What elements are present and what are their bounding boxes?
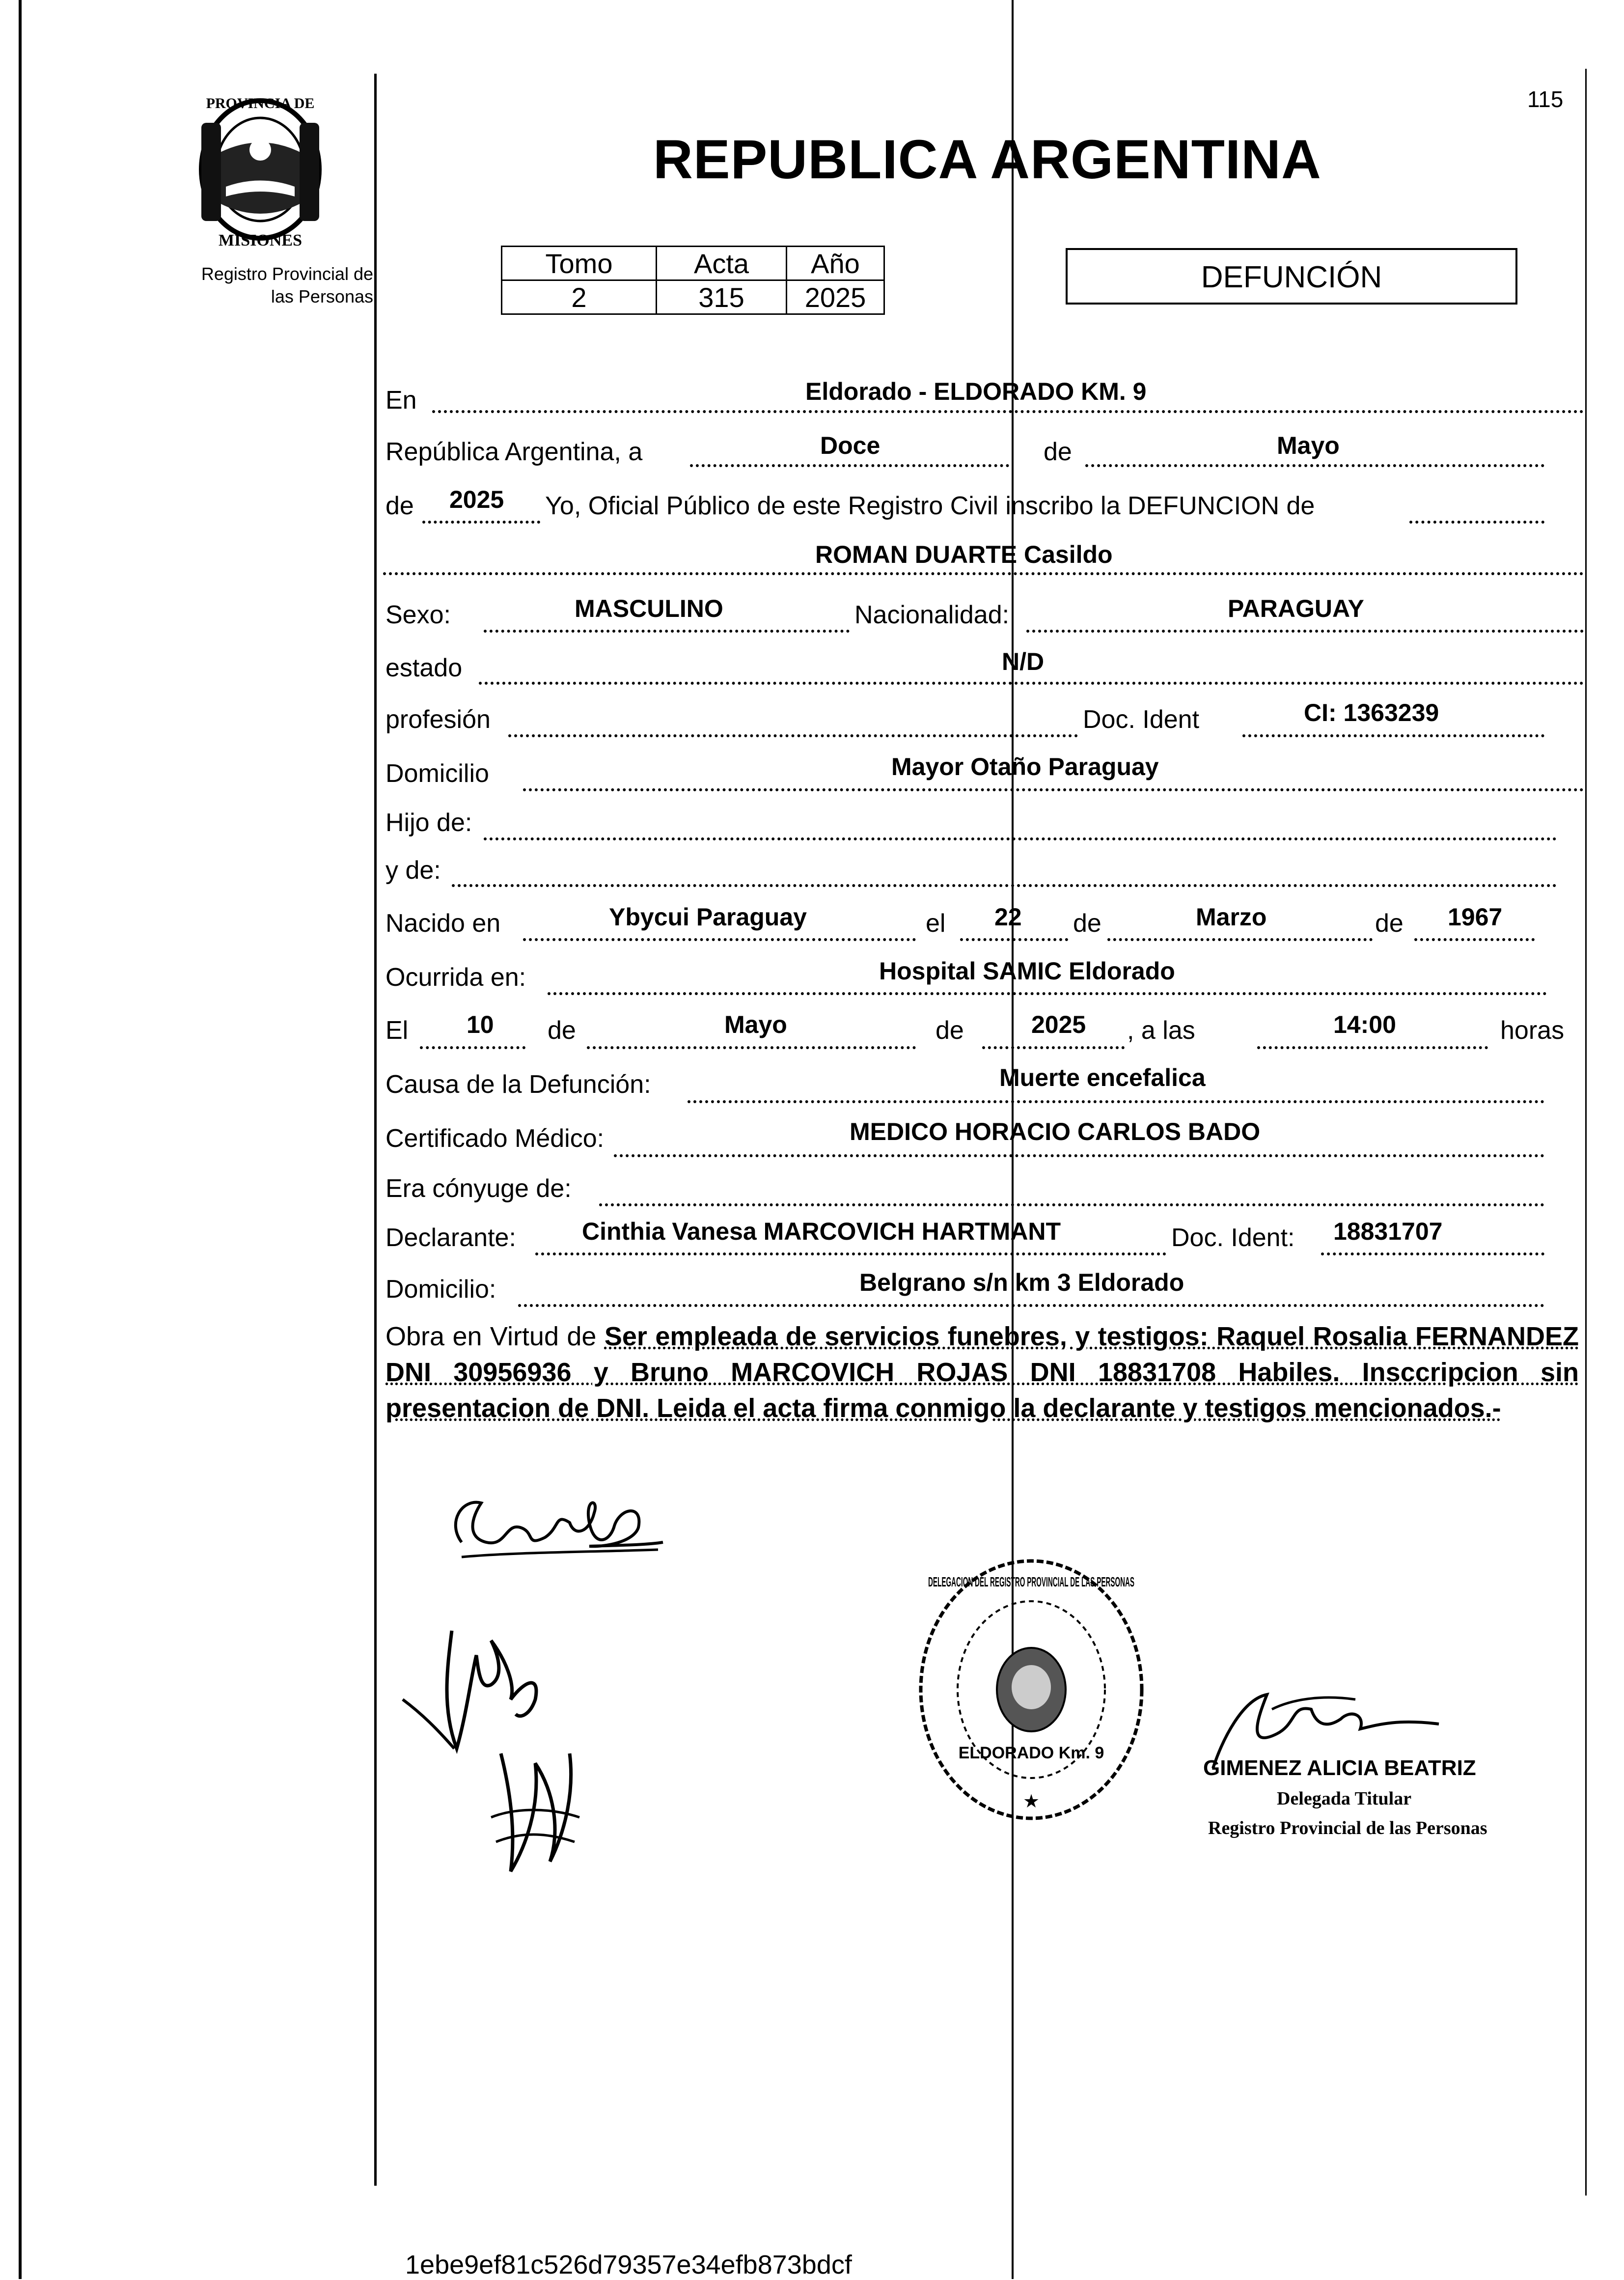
dots-domicilio: [523, 788, 1584, 791]
value-def-anio: 2025: [1031, 1011, 1086, 1038]
label-de-5: de: [548, 1016, 576, 1045]
dots-declarante: [535, 1252, 1166, 1255]
value-estado: N/D: [1002, 648, 1045, 675]
value-dia-texto: Doce: [820, 432, 881, 459]
misiones-seal: [182, 88, 339, 250]
value-declarante: Cinthia Vanesa MARCOVICH HARTMANT: [582, 1218, 1061, 1245]
label-causa: Causa de la Defunción:: [385, 1070, 651, 1099]
dots-lugar: [432, 410, 1584, 413]
stamp-center-text: ELDORADO Km. 9: [958, 1744, 1104, 1762]
dots-causa: [688, 1100, 1544, 1103]
label-domicilio-2: Domicilio:: [385, 1275, 496, 1304]
label-conyuge: Era cónyuge de:: [385, 1174, 572, 1203]
label-de-6: de: [936, 1016, 964, 1045]
official-org: Registro Provincial de las Personas: [1208, 1818, 1487, 1838]
registry-label: Registro Provincial de las Personas: [201, 264, 373, 306]
content-left-border: [374, 74, 377, 2186]
dots-def-hora: [1257, 1046, 1488, 1049]
dots-sexo: [484, 630, 850, 633]
label-ocurrida-en: Ocurrida en:: [385, 963, 526, 992]
label-de-1: de: [1044, 438, 1072, 466]
label-doc-ident-2: Doc. Ident:: [1171, 1223, 1295, 1252]
dots-nombre: [383, 572, 1584, 575]
dots-def-anio: [982, 1046, 1125, 1049]
page-number: 115: [1527, 86, 1564, 112]
label-de-3: de: [1073, 909, 1101, 938]
dots-hijo-de: [484, 837, 1557, 840]
tomo-header: Tomo: [502, 247, 657, 280]
label-sexo: Sexo:: [385, 601, 451, 629]
value-lugar: Eldorado - ELDORADO KM. 9: [805, 378, 1147, 405]
dots-mes: [1085, 464, 1544, 467]
dots-declarante-doc: [1321, 1252, 1544, 1255]
dots-anio: [422, 521, 540, 524]
value-declarante-domicilio: Belgrano s/n km 3 Eldorado: [859, 1269, 1184, 1296]
signature-declarante: [442, 1483, 668, 1569]
value-sexo: MASCULINO: [575, 595, 723, 622]
label-en: En: [385, 386, 417, 415]
value-nac-dia: 22: [994, 903, 1022, 931]
document-title: REPUBLICA ARGENTINA: [653, 129, 1321, 190]
official-round-stamp: [913, 1552, 1149, 1830]
value-nacido-en: Ybycui Paraguay: [609, 903, 807, 931]
value-anio: 2025: [449, 486, 504, 513]
label-declarante: Declarante:: [385, 1223, 516, 1252]
label-el: el: [926, 909, 946, 938]
left-margin-line: [19, 0, 22, 2279]
official-name: GIMENEZ ALICIA BEATRIZ: [1203, 1756, 1476, 1780]
label-republica: República Argentina, a: [385, 438, 643, 466]
document-hash: 1ebe9ef81c526d79357e34efb873bdcf: [405, 2250, 852, 2280]
tomo-value: 2: [502, 280, 657, 314]
value-nombre: ROMAN DUARTE Casildo: [815, 541, 1113, 568]
value-ocurrida-en: Hospital SAMIC Eldorado: [879, 957, 1175, 985]
dots-certificado: [614, 1154, 1544, 1157]
value-declarante-doc: 18831707: [1333, 1218, 1443, 1245]
dots-dia: [690, 464, 1009, 467]
dots-estado: [479, 682, 1584, 685]
label-nacido-en: Nacido en: [385, 909, 501, 938]
dots-y-de: [452, 884, 1557, 887]
obra-en-virtud-paragraph: [385, 1319, 1579, 1426]
dots-def-mes: [587, 1046, 916, 1049]
value-causa: Muerte encefalica: [999, 1064, 1206, 1091]
stamp-ring-text: DELEGACION DEL REGISTRO PROVINCIAL DE LAS PERSONAS: [928, 1574, 1134, 1589]
register-table: [501, 246, 885, 315]
dots-profesion: [508, 734, 1078, 737]
value-domicilio: Mayor Otaño Paraguay: [891, 753, 1159, 780]
value-def-dia: 10: [467, 1011, 494, 1038]
dots-nac-mes: [1107, 938, 1373, 941]
dots-ocurrida-en: [548, 992, 1547, 995]
label-certificado: Certificado Médico:: [385, 1124, 605, 1153]
label-profesion: profesión: [385, 705, 491, 734]
label-de-2: de: [385, 492, 414, 520]
label-el-cap: El: [385, 1016, 409, 1045]
value-certificado: MEDICO HORACIO CARLOS BADO: [850, 1118, 1261, 1145]
label-estado: estado: [385, 654, 463, 682]
value-def-hora: 14:00: [1333, 1011, 1396, 1038]
dots-conyuge: [599, 1203, 1544, 1206]
dots-nac-dia: [960, 938, 1068, 941]
label-hijo-de: Hijo de:: [385, 808, 472, 837]
value-obra-texto: Ser empleada de servicios funebres, y testigos: Raquel Rosalia FERNANDEZ DNI 30956936 y Bruno MARCOVICH ROJAS DNI 18831708 Habiles. Insccripcion sin presentacion de DNI. Leida el acta firma conmigo la declarante y testigos mencionados.-: [385, 1322, 1579, 1423]
label-y-de: y de:: [385, 856, 441, 885]
content-right-border: [1585, 69, 1587, 2196]
label-doc-ident: Doc. Ident: [1083, 705, 1200, 734]
value-doc-ident: CI: 1363239: [1304, 699, 1439, 726]
value-mes: Mayo: [1277, 432, 1340, 459]
value-nac-anio: 1967: [1448, 903, 1503, 931]
seal-top-text: PROVINCIA DE: [206, 95, 315, 111]
value-def-mes: Mayo: [724, 1011, 787, 1038]
label-yo: Yo, Oficial Público de este Registro Civil inscribo la DEFUNCION de: [545, 492, 1315, 520]
official-role: Delegada Titular: [1277, 1788, 1412, 1809]
label-de-4: de: [1375, 909, 1404, 938]
value-nacionalidad: PARAGUAY: [1228, 595, 1364, 622]
dots-doc-ident: [1242, 734, 1544, 737]
star-icon: ★: [1022, 1790, 1040, 1812]
label-domicilio: Domicilio: [385, 759, 489, 788]
acta-header: Acta: [657, 247, 787, 280]
dots-nacido-en: [523, 938, 916, 941]
label-nacionalidad: Nacionalidad:: [854, 601, 1010, 629]
dots-declarante-domicilio: [518, 1304, 1544, 1307]
anio-header: Año: [787, 247, 884, 280]
value-nac-mes: Marzo: [1196, 903, 1267, 931]
label-obra-en-virtud: Obra en Virtud de: [385, 1322, 597, 1351]
anio-value: 2025: [787, 280, 884, 314]
label-a-las: , a las: [1127, 1016, 1195, 1045]
dots-nacionalidad: [1026, 630, 1584, 633]
dots-nac-anio: [1414, 938, 1535, 941]
dots-nombre-start: [1409, 521, 1544, 524]
label-horas: horas: [1500, 1016, 1565, 1045]
acta-value: 315: [657, 280, 787, 314]
signature-witness-2: [481, 1734, 589, 1884]
document-type-box: DEFUNCIÓN: [1066, 248, 1517, 305]
seal-bottom-text: MISIONES: [218, 231, 303, 250]
dots-def-dia: [420, 1046, 525, 1049]
